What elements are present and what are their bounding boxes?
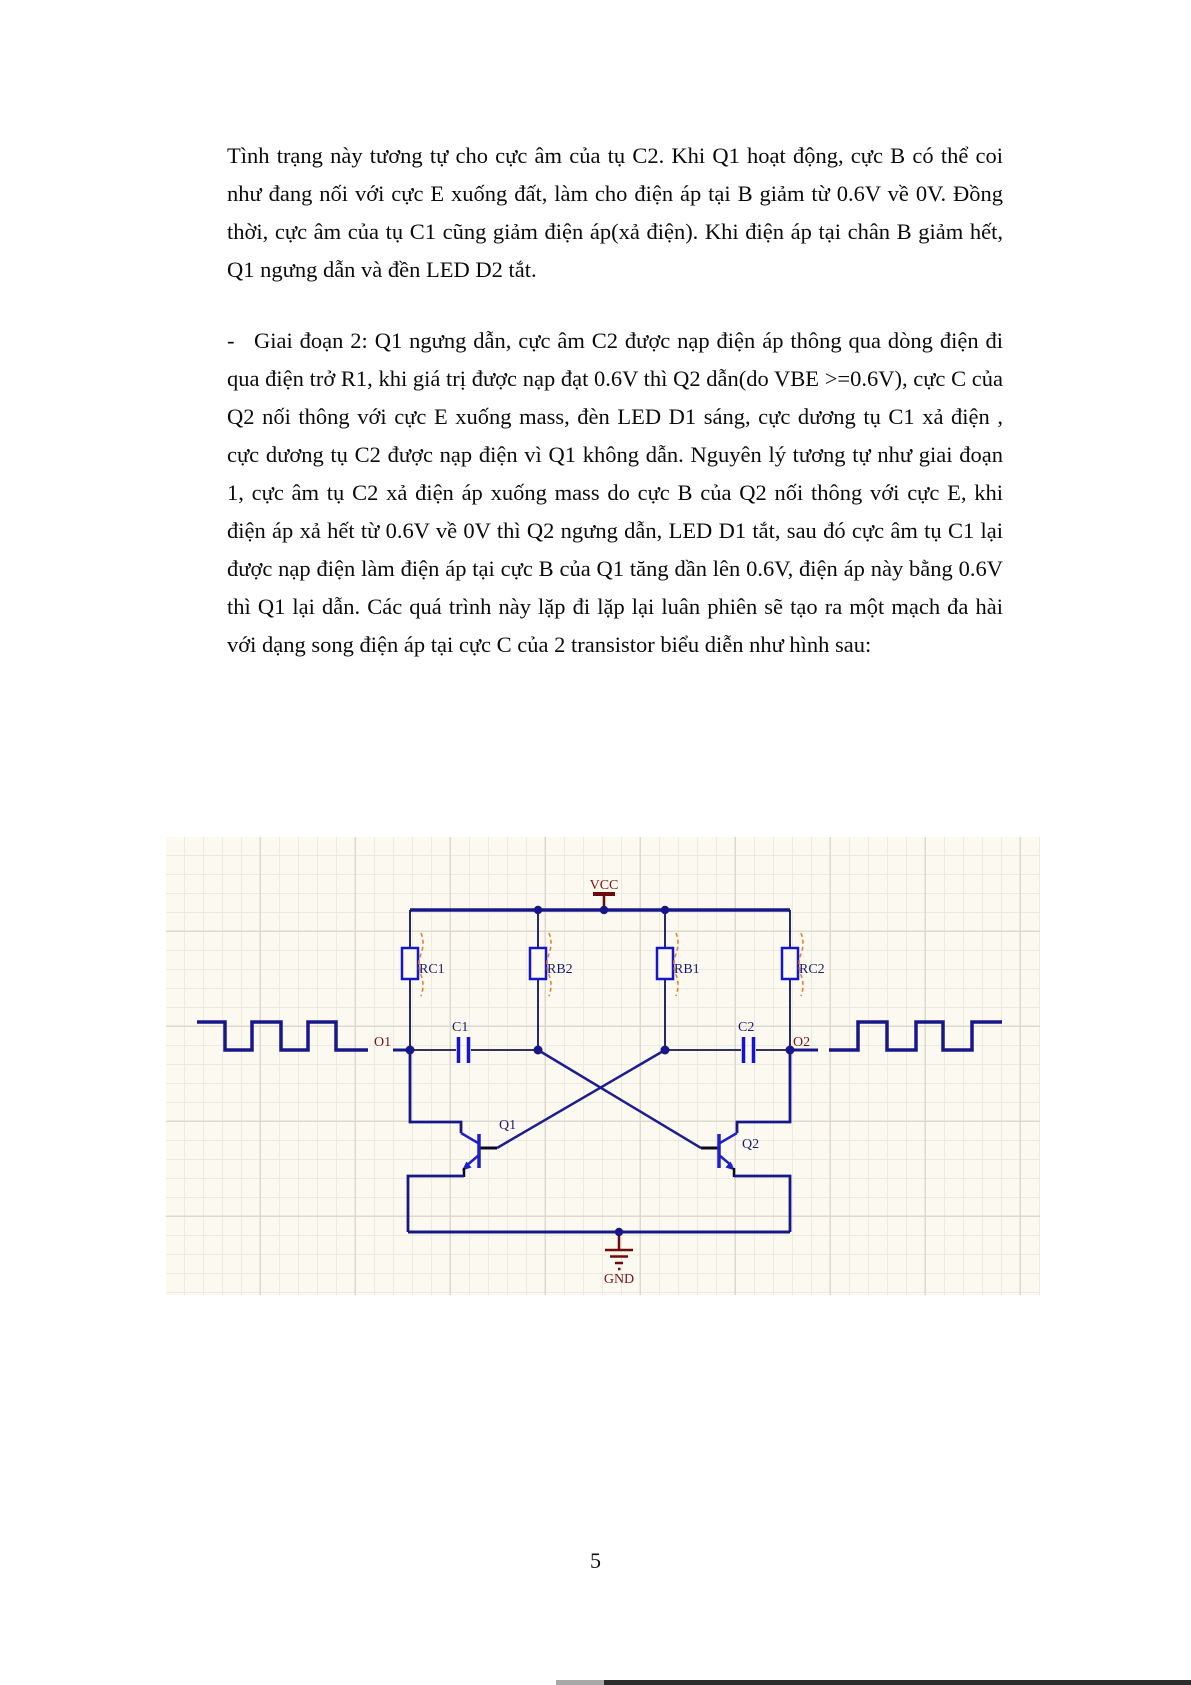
resistor-bodies — [402, 948, 798, 979]
q2-label: Q2 — [742, 1137, 760, 1152]
resistor-rb2 — [530, 948, 546, 979]
paragraph-1: Tình trạng này tương tự cho cực âm của tụ C2. Khi Q1 hoạt động, cực B có thể coi như đang nối với cực E xuống đất, làm cho điện áp tại B giảm từ 0.6V về 0V. Đồng thời, cực âm của tụ C1 cũng giảm điện áp(xả điện). Khi điện áp tại chân B giảm hết, Q1 ngưng dẫn và đền LED D2 tắt. — [227, 143, 1003, 282]
c1-label: C1 — [452, 1020, 469, 1035]
body-text — [227, 137, 1003, 664]
rb2-label: RB2 — [547, 962, 573, 977]
resistor-rc2 — [782, 948, 798, 979]
resistor-rb1 — [657, 948, 673, 979]
gnd-symbol — [605, 1232, 633, 1269]
rc2-label: RC2 — [799, 962, 825, 977]
paragraph-2 — [227, 322, 1003, 664]
square-wave-right — [829, 1022, 1002, 1050]
paragraph-2-text: Giai đoạn 2: Q1 ngưng dẫn, cực âm C2 được nạp điện áp thông qua dòng điện đi qua điện trở R1, khi giá trị được nạp đạt 0.6V thì Q2 dẫn(do VBE >=0.6V), cực C của Q2 nối thông với cực E xuống mass, đèn LED D1 sáng, cực dương tụ C1 xả điện , cực dương tụ C2 được nạp điện vì Q1 không dẫn. Nguyên lý tương tự như giai đoạn 1, cực âm tụ C2 xả điện áp xuống mass do cực B của Q2 nối thông với cực E, khi điện áp xả hết từ 0.6V về 0V thì Q2 ngưng dẫn, LED D1 tắt, sau đó cực âm tụ C1 lại được nạp điện làm điện áp tại cực B của Q1 tăng dần lên 0.6V, điện áp này bằng 0.6V thì Q1 lại dẫn. Các quá trình này lặp đi lặp lại luân phiên sẽ tạo ra một mạch đa hài với dạng song điện áp tại cực C của 2 transistor biểu diễn như hình sau: — [227, 328, 1003, 657]
cross-coupling-wires — [497, 1050, 701, 1148]
orange-highlight-marks — [419, 933, 803, 996]
list-dash-marker: - — [227, 328, 235, 353]
circuit-schematic-image — [166, 837, 1040, 1295]
q1-label: Q1 — [499, 1118, 517, 1133]
gnd-label: GND — [603, 1272, 635, 1287]
square-wave-left — [197, 1022, 368, 1050]
junction-dots — [406, 906, 795, 1236]
c2-label: C2 — [738, 1020, 755, 1035]
transistor-q1 — [408, 1050, 497, 1232]
bottom-edge-strip-dark — [604, 1680, 1191, 1685]
capacitor-c2 — [744, 1037, 754, 1063]
o1-net-label: O1 — [374, 1035, 392, 1050]
rc1-label: RC1 — [419, 962, 445, 977]
vcc-label: VCC — [589, 878, 619, 893]
resistor-rc1 — [402, 948, 418, 979]
page-number: 5 — [590, 1548, 601, 1573]
capacitor-c1 — [459, 1037, 469, 1063]
multivibrator-circuit — [166, 837, 1040, 1295]
coupling-line-left — [393, 1037, 538, 1063]
rb1-label: RB1 — [674, 962, 700, 977]
o2-net-label: O2 — [793, 1035, 811, 1050]
bottom-edge-strip-light — [556, 1680, 604, 1685]
